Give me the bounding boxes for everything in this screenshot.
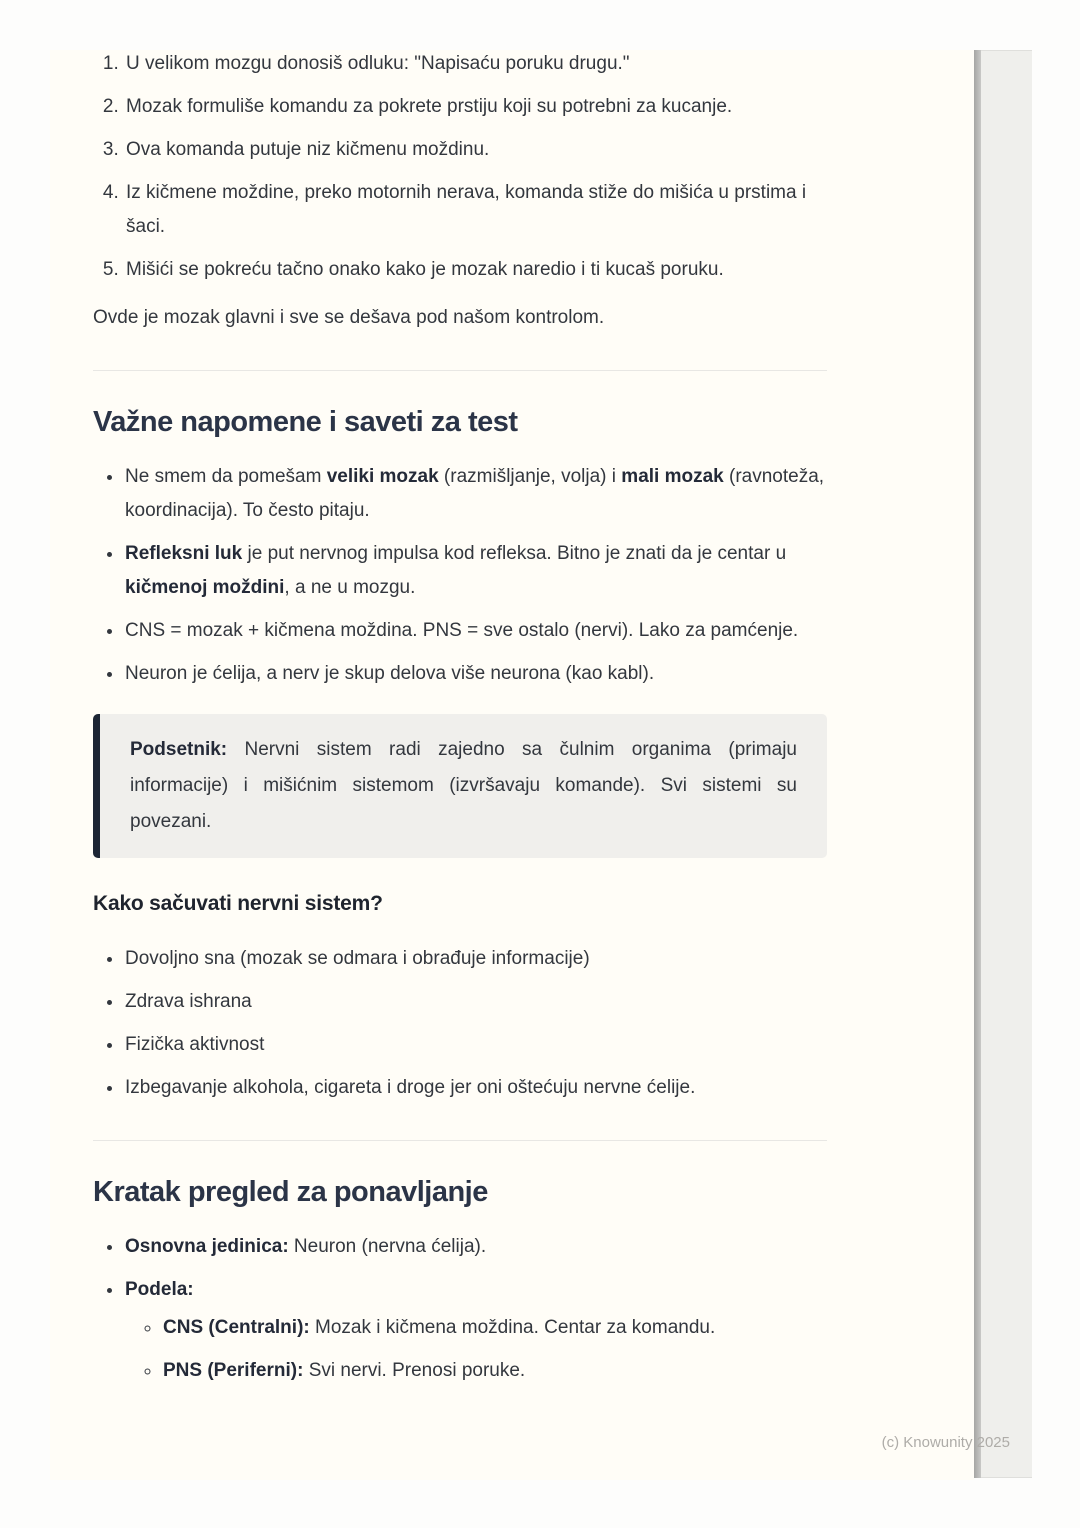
summary-paragraph: Ovde je mozak glavni i sve se dešava pod našom kontrolom. [93, 307, 605, 328]
list-item: • Dovoljno sna (mozak se odmara i obrađuje informacije) [124, 942, 827, 976]
list-item: • Osnovna jedinica: Neuron (nervna ćelija). [124, 1230, 827, 1264]
section-divider [93, 370, 827, 371]
list-item [124, 1273, 827, 1388]
list-item: 1. U velikom mozgu donosiš odluku: "Napisaću poruku drugu." [124, 47, 827, 81]
list-item: • Ne smem da pomešam veliki mozak (razmišljanje, volja) i mali mozak (ravnoteža, koordinacija). To često pitaju. [124, 460, 827, 528]
typing-process-numbered-list [93, 47, 827, 287]
copyright-watermark: (c) Knowunity 2025 [881, 1434, 1010, 1451]
notes-bullet-list [93, 460, 827, 691]
list-item: ◦ PNS (Periferni): Svi nervi. Prenosi poruke. [162, 1354, 827, 1388]
review-sub-bullet-list [125, 1311, 827, 1388]
subheading-care: Kako sačuvati nervni sistem? [93, 892, 383, 915]
list-item: 3. Ova komanda putuje niz kičmenu moždinu. [124, 133, 827, 167]
section-title-notes: Važne napomene i saveti za test [93, 406, 518, 438]
callout-text: Podsetnik: Nervni sistem radi zajedno sa čulnim organima (primaju informacije) i mišićnim sistemom (izvršavaju komande). Svi sistemi su povezani. [130, 739, 797, 832]
list-item: • Refleksni luk je put nervnog impulsa kod refleksa. Bitno je znati da je centar u kičmenoj moždini, a ne u mozgu. [124, 537, 827, 605]
list-item: 4. Iz kičmene moždine, preko motornih nerava, komanda stiže do mišića u prstima i šaci. [124, 176, 827, 244]
list-item: • Izbegavanje alkohola, cigareta i droge jer oni oštećuju nervne ćelije. [124, 1071, 827, 1105]
list-item: 5. Mišići se pokreću tačno onako kako je mozak naredio i ti kucaš poruku. [124, 253, 827, 287]
document-content [93, 47, 827, 1397]
list-item-label: Podela: [125, 1279, 194, 1300]
section-divider [93, 1140, 827, 1141]
list-item: • Zdrava ishrana [124, 985, 827, 1019]
page-edge-shadow [974, 50, 981, 1478]
list-item: • CNS = mozak + kičmena moždina. PNS = sve ostalo (nervi). Lako za pamćenje. [124, 614, 827, 648]
next-page-edge [981, 50, 1032, 1478]
reminder-callout [93, 714, 827, 858]
review-bullet-list [93, 1230, 827, 1388]
care-bullet-list [93, 942, 827, 1105]
section-title-review: Kratak pregled za ponavljanje [93, 1176, 488, 1208]
list-item: • Neuron je ćelija, a nerv je skup delova više neurona (kao kabl). [124, 657, 827, 691]
list-item: • Fizička aktivnost [124, 1028, 827, 1062]
list-item: 2. Mozak formuliše komandu za pokrete prstiju koji su potrebni za kucanje. [124, 90, 827, 124]
list-item: ◦ CNS (Centralni): Mozak i kičmena moždina. Centar za komandu. [162, 1311, 827, 1345]
